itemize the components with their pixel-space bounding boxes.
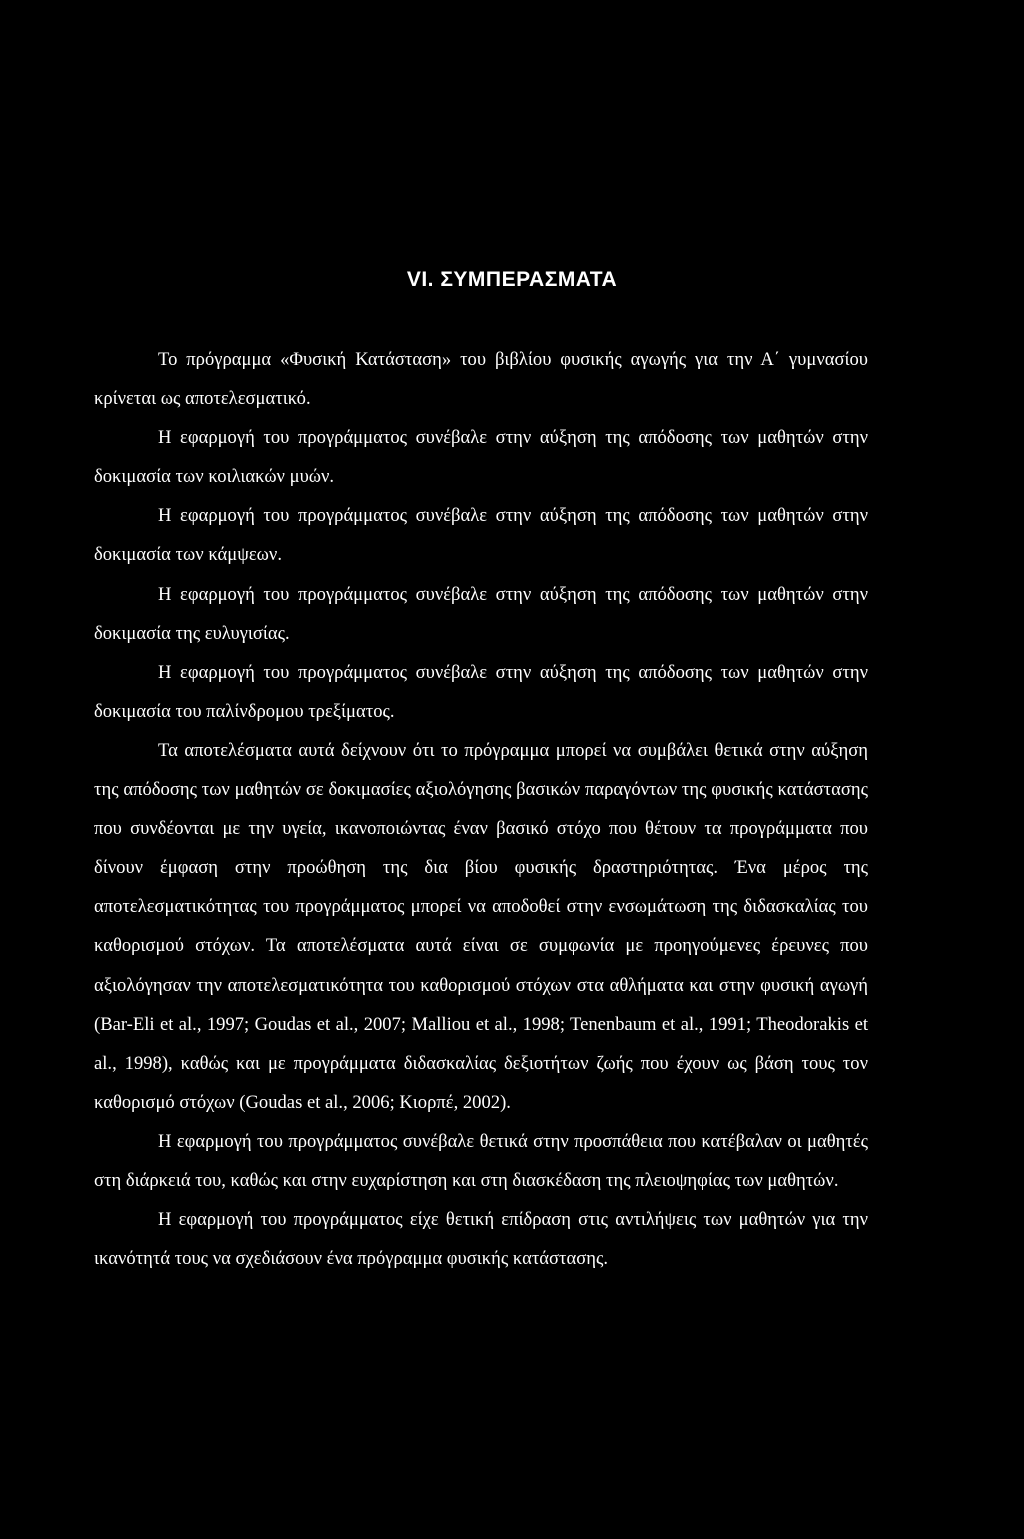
paragraph-results-discussion: Τα αποτελέσματα αυτά δείχνουν ότι το πρόγραμμα μπορεί να συμβάλει θετικά στην αύξηση της απόδοσης των μαθητών σε δοκιμασίες αξιολόγησης βασικών παραγόντων της φυσικής κατάστασης που συνδέονται με την υγεία, ικανοποιώντας έναν βασικό στόχο που θέτουν τα προγράμματα που δίνουν έμφαση στην προώθηση της δια βίου φυσικής δραστηριότητας. Ένα μέρος της αποτελεσματικότητας του προγράμματος μπορεί να αποδοθεί στην ενσωμάτωση της διδασκαλίας του καθορισμού στόχων. Τα αποτελέσματα αυτά είναι σε συμφωνία με προηγούμενες έρευνες που αξιολόγησαν την αποτελεσματικότητα του καθορισμού στόχων στα αθλήματα και στην φυσική αγωγή (Bar-Eli et al., 1997; Goudas et al., 2007; Malliou et al., 1998; Tenenbaum et al., 1991; Theodorakis et al., 1998), καθώς και με προγράμματα διδασκαλίας δεξιοτήτων ζωής που έχουν ως βάση τους τον καθορισμό στόχων (Goudas et al., 2006; Κιορπέ, 2002). (94, 739, 868, 1113)
paragraph-shuttle-run-test: Η εφαρμογή του προγράμματος συνέβαλε στην αύξηση της απόδοσης των μαθητών στην δοκιμασία του παλίνδρομου τρεξίματος. (94, 661, 868, 722)
paragraph-program-effective: Το πρόγραμμα «Φυσική Κατάσταση» του βιβλίου φυσικής αγωγής για την Α΄ γυμνασίου κρίνεται ως αποτελεσματικό. (94, 349, 868, 410)
paragraph-perceived-ability: Η εφαρμογή του προγράμματος είχε θετική επίδραση στις αντιλήψεις των μαθητών για την ικανότητά τους να σχεδιάσουν ένα πρόγραμμα φυσικής κατάστασης. (94, 1209, 868, 1270)
paragraph-flexibility-test: Η εφαρμογή του προγράμματος συνέβαλε στην αύξηση της απόδοσης των μαθητών στην δοκιμασία της ευλυγισίας. (94, 583, 868, 644)
body-text (94, 340, 868, 1278)
paragraph-effort-enjoyment: Η εφαρμογή του προγράμματος συνέβαλε θετικά στην προσπάθεια που κατέβαλαν οι μαθητές στη διάρκειά του, καθώς και στην ευχαρίστηση και στη διασκέδαση της πλειοψηφίας των μαθητών. (94, 1130, 868, 1191)
paragraph-abdominal-test: Η εφαρμογή του προγράμματος συνέβαλε στην αύξηση της απόδοσης των μαθητών στην δοκιμασία των κοιλιακών μυών. (94, 427, 868, 488)
paragraph-pushups-test: Η εφαρμογή του προγράμματος συνέβαλε στην αύξηση της απόδοσης των μαθητών στην δοκιμασία των κάμψεων. (94, 505, 868, 566)
section-heading: VI. ΣΥΜΠΕΡΑΣΜΑΤΑ (406, 268, 618, 291)
